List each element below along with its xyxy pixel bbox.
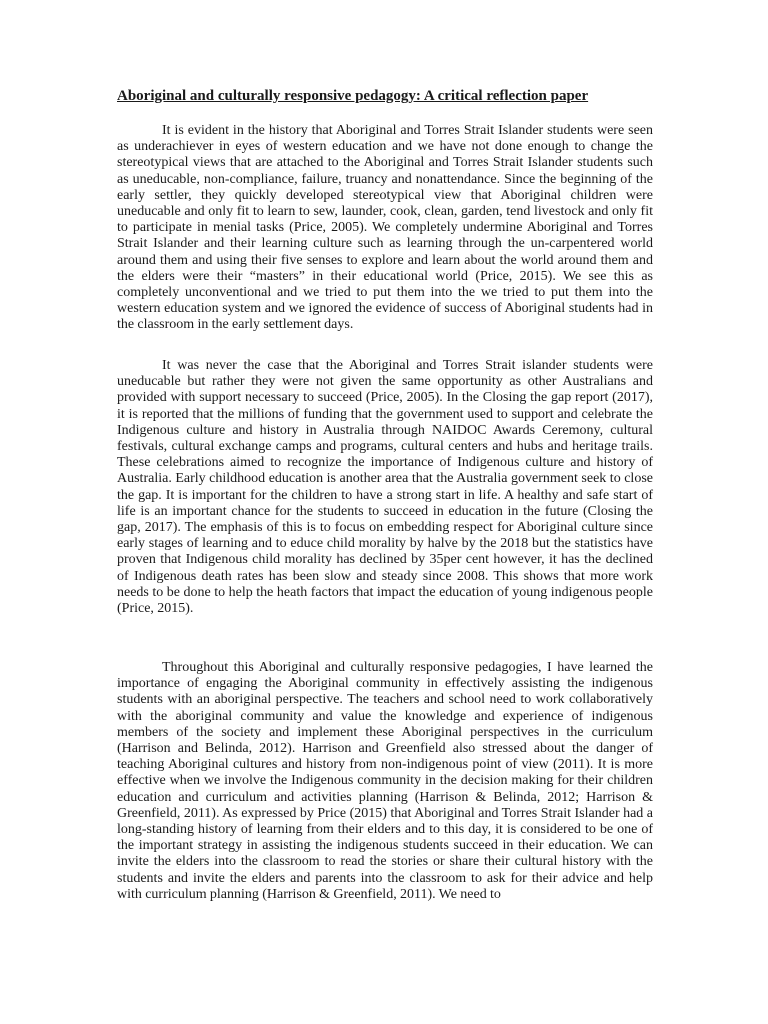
paragraph-3: Throughout this Aboriginal and culturally responsive pedagogies, I have learned the importance of engaging the Aboriginal community in effectively assisting the indigenous students with an aboriginal perspective. The teachers and school need to work collaboratively with the aboriginal community and value the knowledge and experience of indigenous members of the society and implement these Aboriginal perspectives in the curriculum (Harrison and Belinda, 2012). Harrison and Greenfield also stressed about the danger of teaching Aboriginal cultures and history from non-indigenous point of view (2011). It is more effective when we involve the Indigenous community in the decision making for their children education and curriculum and activities planning (Harrison & Belinda, 2012; Harrison & Greenfield, 2011). As expressed by Price (2015) that Aboriginal and Torres Strait Islander had a long-standing history of learning from their elders and to this day, it is considered to be one of the important strategy in assisting the indigenous students succeed in their education. We can invite the elders into the classroom to read the stories or share their cultural history with the students and invite the elders and parents into the classroom to ask for their advice and help with curriculum planning (Harrison & Greenfield, 2011). We need to bbox=[117, 660, 653, 902]
paragraph-2: It was never the case that the Aboriginal and Torres Strait islander students were uneducable but rather they were not given the same opportunity as other Australians and provided with support necessary to succeed (Price, 2005). In the Closing the gap report (2017), it is reported that the millions of funding that the government used to support and celebrate the Indigenous culture and history in Australia through NAIDOC Awards Ceremony, cultural festivals, cultural exchange camps and programs, cultural centers and hubs and heritage trails. These celebrations aimed to recognize the importance of Indigenous culture and history of Australia. Early childhood education is another area that the Australia government seek to close the gap. It is important for the children to have a strong start in life. A healthy and safe start of life is an important chance for the students to succeed in education in the future (Closing the gap, 2017). The emphasis of this is to focus on embedding respect for Aboriginal culture since early stages of learning and to educe child morality by halve by the 2018 but the statistics have proven that Indigenous child morality has declined by 35per cent however, it has the declined of Indigenous death rates has been slow and steady since 2008. This shows that more work needs to be done to help the heath factors that impact the education of young indigenous people (Price, 2015). bbox=[117, 358, 653, 617]
paragraph-3-container bbox=[117, 660, 653, 903]
paragraph-2-container bbox=[117, 358, 653, 617]
paragraph-1: It is evident in the history that Aboriginal and Torres Strait Islander students were seen as underachiever in eyes of western education and we have not done enough to change the stereotypical views that are attached to the Aboriginal and Torres Strait Islander students such as uneducable, non-compliance, failure, truancy and nonattendance. Since the beginning of the early settler, they quickly developed stereotypical view that Aboriginal children were uneducable and only fit to learn to sew, launder, cook, clean, garden, tend livestock and only fit to participate in menial tasks (Price, 2005). We completely undermine Aboriginal and Torres Strait Islander and their learning culture such as learning through the un-carpentered world around them and using their five senses to explore and learn about the world around them and the elders were their “masters” in their educational world (Price, 2015). We see this as completely unconventional and we tried to put them into the we tried to put them into the western education system and we ignored the evidence of success of Aboriginal students had in the classroom in the early settlement days. bbox=[117, 123, 653, 333]
paragraph-1-container bbox=[117, 123, 653, 334]
page-title: Aboriginal and culturally responsive pedagogy: A critical reflection paper bbox=[117, 88, 589, 104]
